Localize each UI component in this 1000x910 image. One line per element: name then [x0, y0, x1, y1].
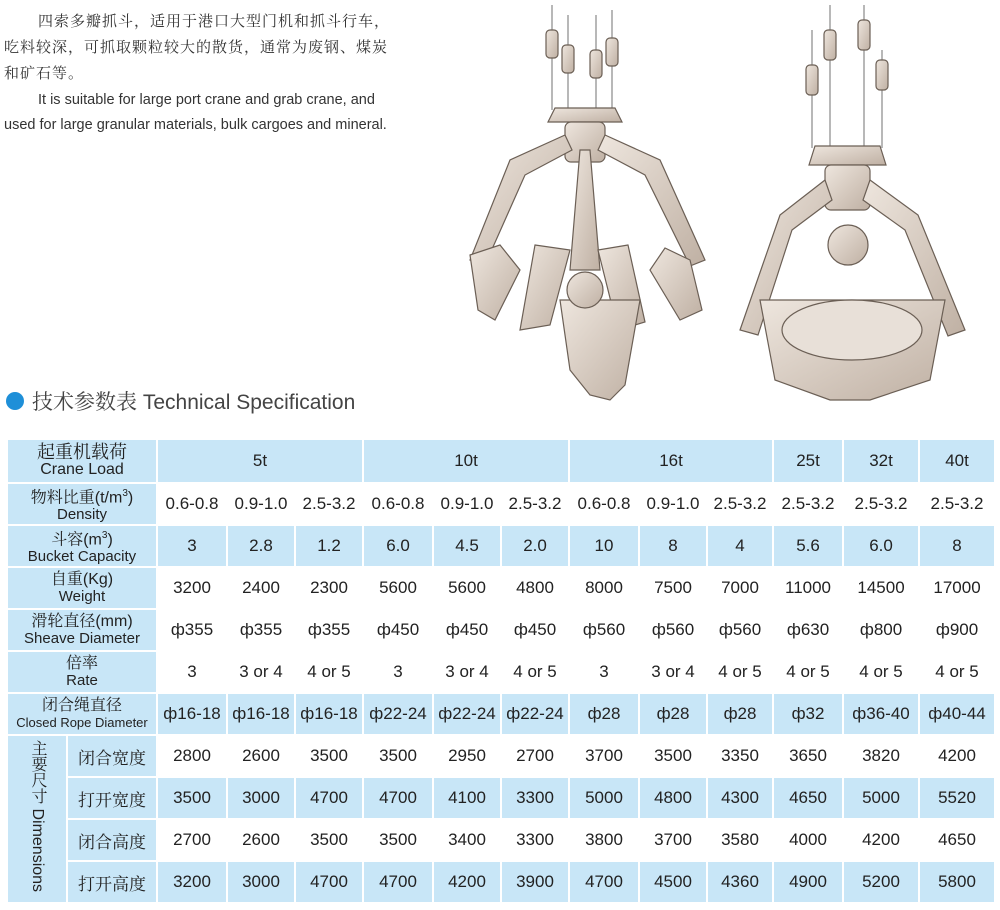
- crane-load-row: [7, 439, 995, 483]
- density-value: 2.5-3.2: [707, 483, 773, 525]
- weight-value: 2400: [227, 567, 295, 609]
- sheave-value: ф630: [773, 609, 843, 651]
- dim-value: 4700: [363, 777, 433, 819]
- rope-value: ф36-40: [843, 693, 919, 735]
- weight-value: 5600: [363, 567, 433, 609]
- load-16t: 16t: [569, 439, 773, 483]
- sheave-value: ф560: [639, 609, 707, 651]
- dim-value: 3200: [157, 861, 227, 903]
- bullet-dot-icon: [6, 392, 24, 410]
- sheave-value: ф560: [569, 609, 639, 651]
- dim-value: 3500: [363, 735, 433, 777]
- dim-value: 4200: [433, 861, 501, 903]
- sheave-value: ф560: [707, 609, 773, 651]
- rope-value: ф16-18: [295, 693, 363, 735]
- density-value: 0.9-1.0: [227, 483, 295, 525]
- rate-value: 3 or 4: [639, 651, 707, 693]
- dim-value: 3700: [639, 819, 707, 861]
- sheave-value: ф900: [919, 609, 995, 651]
- dim-value: 4100: [433, 777, 501, 819]
- sheave-value: ф450: [501, 609, 569, 651]
- rope-value: ф28: [639, 693, 707, 735]
- dim-value: 3800: [569, 819, 639, 861]
- density-value: 2.5-3.2: [843, 483, 919, 525]
- dim-value: 4360: [707, 861, 773, 903]
- load-10t: 10t: [363, 439, 569, 483]
- dim-value: 3820: [843, 735, 919, 777]
- rate-label: 倍率 Rate: [7, 651, 157, 693]
- sheave-row: [7, 609, 995, 651]
- density-value: 0.6-0.8: [157, 483, 227, 525]
- dim-value: 3300: [501, 819, 569, 861]
- rope-value: ф16-18: [157, 693, 227, 735]
- closed-grab-image: [740, 5, 965, 400]
- dim-value: 3900: [501, 861, 569, 903]
- capacity-value: 4: [707, 525, 773, 567]
- rope-value: ф40-44: [919, 693, 995, 735]
- sheave-value: ф450: [433, 609, 501, 651]
- dim-value: 4700: [569, 861, 639, 903]
- rate-value: 3 or 4: [227, 651, 295, 693]
- dim-value: 4700: [295, 777, 363, 819]
- dim-label: 闭合高度: [67, 819, 157, 861]
- dim-value: 4200: [843, 819, 919, 861]
- open-grab-image: [470, 5, 705, 400]
- dim-value: 4650: [773, 777, 843, 819]
- dim-value: 2950: [433, 735, 501, 777]
- dim-label: 闭合宽度: [67, 735, 157, 777]
- weight-value: 2300: [295, 567, 363, 609]
- spec-section-title: [6, 386, 355, 416]
- rate-value: 3: [157, 651, 227, 693]
- rate-value: 4 or 5: [773, 651, 843, 693]
- density-value: 2.5-3.2: [919, 483, 995, 525]
- dim-value: 4000: [773, 819, 843, 861]
- density-value: 0.9-1.0: [433, 483, 501, 525]
- dimensions-label: 主要尺寸 Dimensions: [7, 735, 67, 903]
- dim-row-0: [7, 735, 995, 777]
- rope-value: ф22-24: [433, 693, 501, 735]
- sheave-value: ф355: [157, 609, 227, 651]
- intro-text: [4, 8, 394, 138]
- spec-title-text: 技术参数表 Technical Specification: [32, 391, 356, 414]
- dim-row-1: [7, 777, 995, 819]
- dim-value: 4700: [363, 861, 433, 903]
- dim-value: 4650: [919, 819, 995, 861]
- sheave-value: ф800: [843, 609, 919, 651]
- density-value: 2.5-3.2: [773, 483, 843, 525]
- capacity-value: 2.8: [227, 525, 295, 567]
- capacity-label: 斗容$(m^3)$ Bucket Capacity: [7, 525, 157, 567]
- load-5t: 5t: [157, 439, 363, 483]
- capacity-value: 2.0: [501, 525, 569, 567]
- sheave-value: ф450: [363, 609, 433, 651]
- load-25t: 25t: [773, 439, 843, 483]
- density-row: [7, 483, 995, 525]
- capacity-value: 1.2: [295, 525, 363, 567]
- density-value: 0.6-0.8: [569, 483, 639, 525]
- dim-value: 4300: [707, 777, 773, 819]
- density-label: 物料比重$(t/m^3)$ Density: [7, 483, 157, 525]
- weight-value: 8000: [569, 567, 639, 609]
- dim-label: 打开高度: [67, 861, 157, 903]
- dim-row-2: [7, 819, 995, 861]
- dim-value: 5800: [919, 861, 995, 903]
- dim-value: 3500: [639, 735, 707, 777]
- dim-value: 3300: [501, 777, 569, 819]
- capacity-value: 6.0: [843, 525, 919, 567]
- rate-value: 4 or 5: [501, 651, 569, 693]
- weight-value: 5600: [433, 567, 501, 609]
- capacity-value: 3: [157, 525, 227, 567]
- dim-value: 3500: [363, 819, 433, 861]
- rope-value: ф16-18: [227, 693, 295, 735]
- dim-value: 5200: [843, 861, 919, 903]
- rope-value: ф32: [773, 693, 843, 735]
- dim-value: 3500: [295, 735, 363, 777]
- dim-value: 3000: [227, 777, 295, 819]
- dim-value: 4800: [639, 777, 707, 819]
- density-value: 2.5-3.2: [501, 483, 569, 525]
- dim-value: 4200: [919, 735, 995, 777]
- weight-value: 11000: [773, 567, 843, 609]
- capacity-value: 8: [919, 525, 995, 567]
- dim-value: 2600: [227, 735, 295, 777]
- grab-illustration: [440, 0, 980, 410]
- dim-value: 3650: [773, 735, 843, 777]
- weight-value: 14500: [843, 567, 919, 609]
- intro-en: It is suitable for large port crane and grab crane, and used for large granular materials, bulk cargoes and mineral.: [4, 92, 387, 133]
- rate-value: 4 or 5: [295, 651, 363, 693]
- rope-value: ф22-24: [501, 693, 569, 735]
- capacity-value: 10: [569, 525, 639, 567]
- dim-value: 2600: [227, 819, 295, 861]
- rate-value: 3: [569, 651, 639, 693]
- capacity-value: 4.5: [433, 525, 501, 567]
- rope-row: [7, 693, 995, 735]
- rate-value: 3 or 4: [433, 651, 501, 693]
- intro-zh: 四索多瓣抓斗，适用于港口大型门机和抓斗行车，吃料较深，可抓取颗粒较大的散货，通常为废钢、煤炭和矿石等。: [4, 12, 391, 82]
- rate-row: [7, 651, 995, 693]
- rope-value: ф22-24: [363, 693, 433, 735]
- rope-value: ф28: [707, 693, 773, 735]
- dim-value: 3580: [707, 819, 773, 861]
- crane-load-label: 起重机载荷 Crane Load: [7, 439, 157, 483]
- dim-row-3: [7, 861, 995, 903]
- dim-value: 2700: [157, 819, 227, 861]
- capacity-value: 5.6: [773, 525, 843, 567]
- rope-value: ф28: [569, 693, 639, 735]
- load-40t: 40t: [919, 439, 995, 483]
- dim-value: 4900: [773, 861, 843, 903]
- dim-value: 5000: [569, 777, 639, 819]
- weight-value: 3200: [157, 567, 227, 609]
- weight-value: 7500: [639, 567, 707, 609]
- rate-value: 3: [363, 651, 433, 693]
- rate-value: 4 or 5: [919, 651, 995, 693]
- density-value: 2.5-3.2: [295, 483, 363, 525]
- dim-value: 3500: [157, 777, 227, 819]
- weight-row: [7, 567, 995, 609]
- dim-value: 3000: [227, 861, 295, 903]
- rope-label: 闭合绳直径 Closed Rope Diameter: [7, 693, 157, 735]
- dim-value: 2700: [501, 735, 569, 777]
- dim-value: 3350: [707, 735, 773, 777]
- density-value: 0.9-1.0: [639, 483, 707, 525]
- capacity-value: 6.0: [363, 525, 433, 567]
- rate-value: 4 or 5: [843, 651, 919, 693]
- weight-value: 17000: [919, 567, 995, 609]
- load-32t: 32t: [843, 439, 919, 483]
- weight-label: 自重(Kg) Weight: [7, 567, 157, 609]
- dim-value: 5520: [919, 777, 995, 819]
- density-value: 0.6-0.8: [363, 483, 433, 525]
- rate-value: 4 or 5: [707, 651, 773, 693]
- weight-value: 7000: [707, 567, 773, 609]
- dim-value: 3700: [569, 735, 639, 777]
- dim-value: 3500: [295, 819, 363, 861]
- weight-value: 4800: [501, 567, 569, 609]
- sheave-label: 滑轮直径(mm) Sheave Diameter: [7, 609, 157, 651]
- sheave-value: ф355: [227, 609, 295, 651]
- sheave-value: ф355: [295, 609, 363, 651]
- dim-value: 4700: [295, 861, 363, 903]
- dim-value: 3400: [433, 819, 501, 861]
- spec-table: [6, 438, 996, 904]
- dim-value: 4500: [639, 861, 707, 903]
- dim-value: 2800: [157, 735, 227, 777]
- dim-label: 打开宽度: [67, 777, 157, 819]
- capacity-value: 8: [639, 525, 707, 567]
- dim-value: 5000: [843, 777, 919, 819]
- capacity-row: [7, 525, 995, 567]
